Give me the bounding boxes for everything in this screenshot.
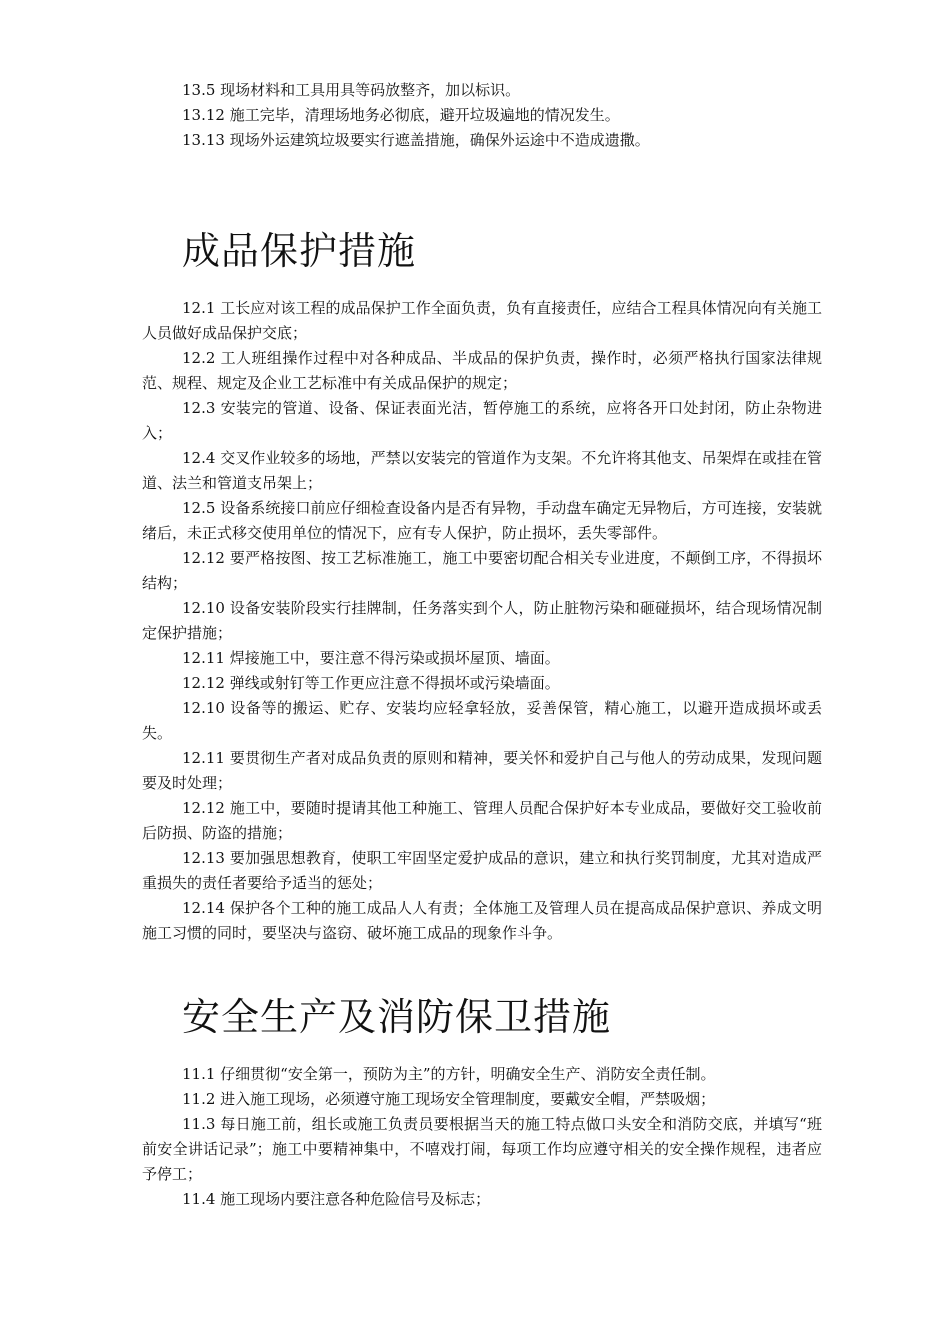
section-heading: 安全生产及消防保卫措施 bbox=[182, 995, 612, 1039]
section-item: 12.4 交叉作业较多的场地，严禁以安装完的管道作为支架。不允许将其他支、吊架焊在或挂在管道、法兰和管道支吊架上； bbox=[142, 449, 822, 492]
section-item: 12.14 保护各个工种的施工成品人人有责；全体施工及管理人员在提高成品保护意识、养成文明施工习惯的同时，要坚决与盗窃、破坏施工成品的现象作斗争。 bbox=[142, 899, 822, 942]
intro-item: 13.13 现场外运建筑垃圾要实行遮盖措施，确保外运途中不造成遗撒。 bbox=[182, 131, 650, 149]
section-item: 11.1 仔细贯彻“安全第一，预防为主”的方针，明确安全生产、消防安全责任制。 bbox=[182, 1065, 716, 1083]
intro-item: 13.5 现场材料和工具用具等码放整齐，加以标识。 bbox=[182, 81, 521, 99]
section-item: 12.10 设备安装阶段实行挂牌制，任务落实到个人，防止脏物污染和砸碰损坏，结合现场情况制定保护措施； bbox=[142, 599, 822, 642]
section-item: 12.10 设备等的搬运、贮存、安装均应轻拿轻放，妥善保管，精心施工，以避开造成损坏或丢失。 bbox=[142, 699, 822, 742]
section-safety-fire bbox=[142, 988, 822, 1212]
section-items bbox=[142, 296, 822, 946]
intro-item: 13.12 施工完毕，清理场地务必彻底，避开垃圾遍地的情况发生。 bbox=[182, 106, 620, 124]
section-item: 11.4 施工现场内要注意各种危险信号及标志； bbox=[182, 1190, 491, 1208]
section-item: 12.13 要加强思想教育，使职工牢固坚定爱护成品的意识，建立和执行奖罚制度，尤其对造成严重损失的责任者要给予适当的惩处； bbox=[142, 849, 822, 892]
section-item: 11.3 每日施工前，组长或施工负责员要根据当天的施工特点做口头安全和消防交底，并填写“班前安全讲话记录”；施工中要精神集中，不嘻戏打闹，每项工作均应遵守相关的安全操作规程，违者应予停工； bbox=[142, 1115, 822, 1183]
section-item: 11.2 进入施工现场，必须遵守施工现场安全管理制度，要戴安全帽，严禁吸烟； bbox=[182, 1090, 716, 1108]
section-item: 12.11 要贯彻生产者对成品负责的原则和精神，要关怀和爱护自己与他人的劳动成果，发现问题要及时处理； bbox=[142, 749, 822, 792]
section-item: 12.12 弹线或射钉等工作更应注意不得损坏或污染墙面。 bbox=[182, 674, 560, 692]
section-product-protection bbox=[142, 222, 822, 946]
section-item: 12.5 设备系统接口前应仔细检查设备内是否有异物，手动盘车确定无异物后，方可连接，安装就绪后，未正式移交使用单位的情况下，应有专人保护，防止损坏，丢失零部件。 bbox=[142, 499, 822, 542]
section-heading: 成品保护措施 bbox=[182, 229, 417, 273]
section-item: 12.12 要严格按图、按工艺标准施工，施工中要密切配合相关专业进度，不颠倒工序，不得损坏结构； bbox=[142, 549, 822, 592]
section-item: 12.2 工人班组操作过程中对各种成品、半成品的保护负责，操作时，必须严格执行国家法律规范、规程、规定及企业工艺标准中有关成品保护的规定； bbox=[142, 349, 822, 392]
section-items bbox=[142, 1062, 822, 1212]
section-item: 12.11 焊接施工中，要注意不得污染或损坏屋顶、墙面。 bbox=[182, 649, 560, 667]
section-item: 12.3 安装完的管道、设备、保证表面光洁，暂停施工的系统，应将各开口处封闭，防止杂物进入； bbox=[142, 399, 822, 442]
intro-items bbox=[182, 78, 822, 153]
section-item: 12.1 工长应对该工程的成品保护工作全面负责，负有直接责任，应结合工程具体情况向有关施工人员做好成品保护交底； bbox=[142, 299, 822, 342]
section-item: 12.12 施工中，要随时提请其他工种施工、管理人员配合保护好本专业成品，要做好交工验收前后防损、防盗的措施； bbox=[142, 799, 822, 842]
